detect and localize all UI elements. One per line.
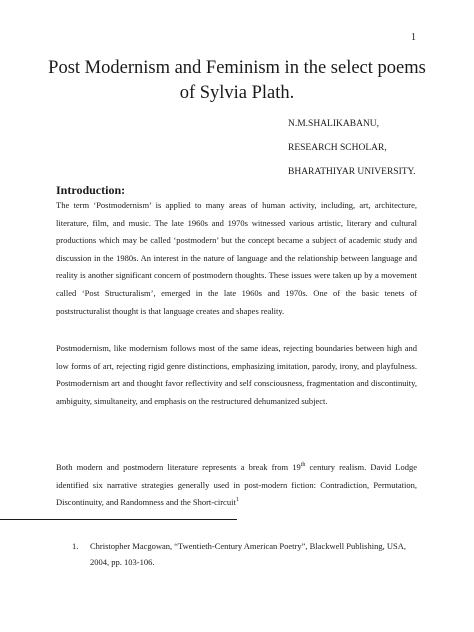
paragraph-3-text-start: Both modern and postmodern literature represents a break from 19 bbox=[56, 462, 301, 472]
paragraph-2: Postmodernism, like modernism follows most of the same ideas, rejecting boundaries between high and low forms of art, rejecting rigid genre distinctions, emphasizing imitation, parody, irony, and playfulness. Postmodernism art and thought favor reflectivity and self consciousness, fragmentation and discontinuity, ambiguity, simultaneity, and emphasis on the restructured dehumanized subject. bbox=[56, 343, 417, 406]
superscript-th: th bbox=[300, 462, 306, 469]
footnote-number: 1. bbox=[72, 541, 79, 551]
author-role: RESEARCH SCHOLAR, bbox=[288, 143, 387, 153]
paragraph-1: The term ‘Postmodernism’ is applied to many areas of human activity, including, art, architecture, literature, film, and music. The late 1960s and 1970s witnessed various artistic, literary and cultural productions which may be called ‘postmodern’ but the concept became a subject of academic study and discussion in the 1980s. An interest in the nature of language and the relationship between language and reality is another significant concern of postmodern thoughts. These issues were taken up by a movement called ‘Post Structuralism’, emerged in the late 1960s and 1970s. One of the basic tenets of poststructuralist thought is that language creates and shapes reality. bbox=[56, 200, 417, 316]
paragraph-3-text-end: century realism. David Lodge identified six narrative strategies generally used in post-modern fiction: Contradiction, Permutation, Discontinuity, and Randomness and the Short-circuit bbox=[56, 462, 417, 508]
paper-title: Post Modernism and Feminism in the select poems of Sylvia Plath. bbox=[48, 58, 426, 103]
author-block bbox=[288, 117, 416, 189]
page-number: 1 bbox=[411, 32, 416, 43]
footnote-text: Christopher Macgowan, “Twentieth-Century American Poetry”, Blackwell Publishing, USA, 2004, pp. 103-106. bbox=[90, 541, 406, 567]
author-name: N.M.SHALIKABANU, bbox=[288, 119, 380, 129]
author-affiliation: BHARATHIYAR UNIVERSITY. bbox=[288, 167, 416, 177]
paragraph-3 bbox=[56, 459, 417, 512]
footnote-divider bbox=[0, 519, 237, 520]
footnote-reference: 1 bbox=[235, 497, 239, 504]
section-heading: Introduction: bbox=[56, 183, 126, 197]
